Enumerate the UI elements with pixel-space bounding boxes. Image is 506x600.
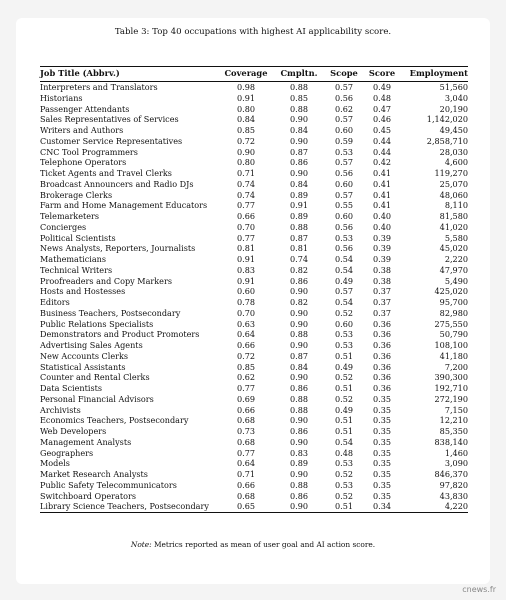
column-header-job-title: Job Title (Abbrv.) (40, 67, 218, 82)
employment-cell: 4,220 (400, 501, 468, 512)
table-row (40, 82, 468, 93)
scope-cell: 0.56 (334, 92, 354, 103)
coverage-cell: 0.74 (236, 178, 256, 189)
scope-cell: 0.56 (334, 168, 354, 178)
coverage-cell: 0.69 (236, 393, 256, 404)
completion-cell: 0.85 (289, 92, 309, 103)
employment-cell: 838,140 (434, 436, 468, 447)
scope-cell: 0.49 (334, 404, 354, 415)
scope-cell: 0.51 (324, 501, 364, 512)
score-cell: 0.36 (372, 318, 392, 329)
job-title-cell: Passenger Attendants (40, 103, 130, 114)
score-cell: 0.44 (372, 135, 392, 146)
table-caption: Table 3: Top 40 occupations with highest AI applicability score. (114, 27, 392, 37)
table-note (0, 540, 506, 549)
table-row (40, 308, 468, 319)
employment-cell: 390,300 (434, 372, 468, 383)
column-header-completion: Cmpltn. (274, 67, 324, 82)
scope-cell: 0.53 (334, 458, 354, 469)
table-body (40, 82, 468, 513)
completion-cell: 0.90 (289, 307, 309, 318)
column-header-employment: Employment (400, 67, 468, 82)
job-title-cell: Counter and Rental Clerks (40, 372, 150, 383)
table-row (40, 340, 468, 351)
scope-cell: 0.49 (334, 361, 354, 372)
completion-cell: 0.82 (289, 264, 309, 275)
completion-cell: 0.86 (289, 157, 309, 168)
scope-cell: 0.52 (334, 469, 354, 479)
employment-cell: 108,100 (434, 340, 468, 350)
employment-cell: 28,030 (439, 146, 468, 157)
employment-cell: 5,490 (444, 275, 468, 286)
score-cell: 0.36 (372, 340, 392, 350)
completion-cell: 0.90 (289, 168, 309, 178)
scope-cell: 0.60 (334, 318, 354, 329)
occupations-table (40, 66, 468, 513)
job-title-cell: Hosts and Hostesses (40, 286, 126, 297)
scope-cell: 0.60 (334, 178, 354, 189)
coverage-cell: 0.77 (236, 232, 256, 243)
job-title-cell: Archivists (40, 404, 81, 415)
job-title-cell: Data Scientists (40, 383, 103, 393)
coverage-cell: 0.63 (236, 318, 256, 329)
job-title-cell: Ticket Agents and Travel Clerks (40, 168, 172, 178)
scope-cell: 0.60 (334, 125, 354, 135)
score-cell: 0.49 (372, 82, 392, 92)
coverage-cell: 0.72 (236, 350, 256, 361)
job-title-cell: Geographers (40, 447, 94, 458)
scope-cell: 0.52 (334, 393, 354, 404)
table-row (40, 286, 468, 297)
scope-cell: 0.51 (334, 383, 354, 393)
coverage-cell: 0.78 (236, 297, 256, 307)
score-cell: 0.37 (372, 307, 392, 318)
coverage-cell: 0.68 (236, 415, 256, 426)
employment-cell: 275,550 (434, 318, 468, 329)
completion-cell: 0.91 (289, 200, 309, 211)
job-title-cell: CNC Tool Programmers (40, 146, 138, 157)
employment-cell: 47,970 (439, 264, 468, 275)
job-title-cell: Telemarketers (40, 211, 100, 221)
coverage-cell: 0.62 (236, 372, 256, 383)
table-row (40, 168, 468, 179)
employment-cell: 95,700 (439, 297, 468, 307)
scope-cell: 0.51 (334, 415, 354, 426)
coverage-cell: 0.66 (236, 211, 256, 221)
coverage-cell: 0.66 (236, 479, 256, 490)
table-row (40, 104, 468, 115)
employment-cell: 1,460 (444, 447, 468, 458)
job-title-cell: Editors (40, 297, 70, 307)
score-cell: 0.41 (372, 200, 392, 211)
table-row (40, 405, 468, 416)
score-cell: 0.39 (372, 232, 392, 243)
scope-cell: 0.57 (334, 82, 354, 92)
completion-cell: 0.88 (289, 393, 309, 404)
scope-cell: 0.60 (334, 211, 354, 221)
coverage-cell: 0.72 (236, 135, 256, 146)
job-title-cell: Public Relations Specialists (40, 318, 154, 329)
table-row (40, 491, 468, 502)
table-row (40, 394, 468, 405)
completion-cell: 0.90 (289, 286, 309, 297)
job-title-cell: Broadcast Announcers and Radio DJs (40, 178, 194, 189)
employment-cell: 97,820 (439, 479, 468, 490)
table-row (40, 319, 468, 330)
employment-cell: 12,210 (439, 415, 468, 426)
table-row (40, 372, 468, 383)
employment-cell: 1,142,020 (426, 114, 468, 125)
score-cell: 0.42 (372, 157, 392, 168)
job-title-cell: New Accounts Clerks (40, 350, 129, 361)
employment-cell: 82,980 (439, 307, 468, 318)
job-title-cell: Switchboard Operators (40, 490, 137, 501)
table-row (40, 233, 468, 244)
scope-cell: 0.55 (334, 200, 354, 211)
table-row (40, 415, 468, 426)
employment-cell: 50,790 (439, 329, 468, 340)
employment-cell: 85,350 (439, 426, 468, 436)
table-header-row (40, 67, 468, 82)
scope-cell: 0.49 (334, 275, 354, 286)
coverage-cell: 0.81 (236, 243, 256, 254)
scope-cell: 0.51 (334, 350, 354, 361)
completion-cell: 0.86 (289, 490, 309, 501)
employment-cell: 81,580 (439, 211, 468, 221)
table-row (40, 114, 468, 125)
table-row (40, 469, 468, 480)
column-header-scope: Scope (324, 67, 364, 82)
table-row (40, 329, 468, 340)
scope-cell: 0.52 (334, 490, 354, 501)
coverage-cell: 0.85 (236, 361, 256, 372)
job-title-cell: Customer Service Representatives (40, 135, 183, 146)
job-title-cell: Public Safety Telecommunicators (40, 479, 177, 490)
table-row (40, 222, 468, 233)
score-cell: 0.44 (372, 146, 392, 157)
scope-cell: 0.51 (334, 426, 354, 436)
scope-cell: 0.53 (334, 146, 354, 157)
note-label: Note: (130, 540, 152, 549)
job-title-cell: Statistical Assistants (40, 361, 126, 372)
coverage-cell: 0.68 (236, 490, 256, 501)
table-row (40, 93, 468, 104)
coverage-cell: 0.80 (236, 157, 256, 168)
score-cell: 0.37 (372, 297, 392, 307)
completion-cell: 0.90 (274, 501, 324, 512)
job-title-cell: Personal Financial Advisors (40, 393, 154, 404)
completion-cell: 0.87 (289, 350, 309, 361)
table-row (40, 276, 468, 287)
scope-cell: 0.56 (334, 221, 354, 232)
table-row (40, 190, 468, 201)
coverage-cell: 0.85 (236, 125, 256, 135)
scope-cell: 0.52 (334, 372, 354, 383)
score-cell: 0.46 (372, 114, 392, 125)
score-cell: 0.48 (372, 92, 392, 103)
table-row (40, 157, 468, 168)
completion-cell: 0.83 (289, 447, 309, 458)
table-row (40, 179, 468, 190)
completion-cell: 0.82 (289, 297, 309, 307)
coverage-cell: 0.77 (236, 447, 256, 458)
score-cell: 0.41 (372, 189, 392, 200)
table-row (40, 448, 468, 459)
employment-cell: 41,180 (439, 350, 468, 361)
employment-cell: 48,060 (439, 189, 468, 200)
job-title-cell: Economics Teachers, Postsecondary (40, 415, 189, 426)
employment-cell: 192,710 (434, 383, 468, 393)
table-row (40, 362, 468, 373)
employment-cell: 119,270 (434, 168, 468, 178)
job-title-cell: Demonstrators and Product Promoters (40, 329, 200, 340)
coverage-cell: 0.80 (236, 103, 256, 114)
employment-cell: 25,070 (439, 178, 468, 189)
table-row (40, 426, 468, 437)
completion-cell: 0.84 (289, 178, 309, 189)
column-header-score: Score (364, 67, 400, 82)
coverage-cell: 0.70 (236, 221, 256, 232)
scope-cell: 0.54 (334, 297, 354, 307)
score-cell: 0.35 (372, 393, 392, 404)
scope-cell: 0.54 (334, 264, 354, 275)
completion-cell: 0.86 (289, 275, 309, 286)
coverage-cell: 0.91 (236, 275, 256, 286)
completion-cell: 0.88 (289, 82, 309, 92)
score-cell: 0.36 (372, 350, 392, 361)
coverage-cell: 0.64 (236, 458, 256, 469)
coverage-cell: 0.71 (236, 469, 256, 479)
job-title-cell: Writers and Authors (40, 125, 124, 135)
score-cell: 0.40 (372, 211, 392, 221)
score-cell: 0.35 (372, 436, 392, 447)
score-cell: 0.36 (372, 361, 392, 372)
scope-cell: 0.57 (334, 286, 354, 297)
score-cell: 0.34 (364, 501, 400, 512)
table-row (40, 297, 468, 308)
employment-cell: 7,150 (444, 404, 468, 415)
employment-cell: 4,600 (444, 157, 468, 168)
employment-cell: 49,450 (439, 125, 468, 135)
coverage-cell: 0.65 (218, 501, 274, 512)
scope-cell: 0.57 (334, 157, 354, 168)
coverage-cell: 0.71 (236, 168, 256, 178)
employment-cell: 2,220 (444, 254, 468, 264)
completion-cell: 0.88 (289, 404, 309, 415)
score-cell: 0.35 (372, 479, 392, 490)
score-cell: 0.35 (372, 469, 392, 479)
table-row (40, 243, 468, 254)
employment-cell: 846,370 (434, 469, 468, 479)
coverage-cell: 0.74 (236, 189, 256, 200)
job-title-cell: News Analysts, Reporters, Journalists (40, 243, 196, 254)
coverage-cell: 0.60 (236, 286, 256, 297)
score-cell: 0.35 (372, 426, 392, 436)
completion-cell: 0.84 (289, 125, 309, 135)
coverage-cell: 0.98 (236, 82, 256, 92)
job-title-cell: Historians (40, 92, 83, 103)
column-header-coverage: Coverage (218, 67, 274, 82)
job-title-cell: Brokerage Clerks (40, 189, 113, 200)
job-title-cell: Concierges (40, 221, 87, 232)
scope-cell: 0.56 (334, 243, 354, 254)
score-cell: 0.35 (372, 404, 392, 415)
completion-cell: 0.86 (289, 383, 309, 393)
scope-cell: 0.53 (334, 329, 354, 340)
completion-cell: 0.88 (289, 103, 309, 114)
table-row (40, 265, 468, 276)
job-title-cell: Management Analysts (40, 436, 132, 447)
job-title-cell: Farm and Home Management Educators (40, 200, 208, 211)
coverage-cell: 0.84 (236, 114, 256, 125)
completion-cell: 0.88 (289, 479, 309, 490)
scope-cell: 0.53 (334, 340, 354, 350)
completion-cell: 0.90 (289, 372, 309, 383)
score-cell: 0.35 (372, 458, 392, 469)
score-cell: 0.36 (372, 329, 392, 340)
employment-cell: 3,090 (444, 458, 468, 469)
completion-cell: 0.90 (289, 415, 309, 426)
site-watermark: cnews.fr (462, 585, 496, 594)
employment-cell: 425,020 (434, 286, 468, 297)
table-row (40, 351, 468, 362)
job-title-cell: Library Science Teachers, Postsecondary (40, 501, 218, 512)
job-title-cell: Mathematicians (40, 254, 107, 264)
job-title-cell: Political Scientists (40, 232, 116, 243)
coverage-cell: 0.90 (236, 146, 256, 157)
employment-cell: 51,560 (439, 82, 468, 92)
completion-cell: 0.89 (289, 211, 309, 221)
table-row (40, 458, 468, 469)
score-cell: 0.35 (372, 490, 392, 501)
completion-cell: 0.90 (289, 135, 309, 146)
employment-cell: 7,200 (444, 361, 468, 372)
employment-cell: 43,830 (439, 490, 468, 501)
coverage-cell: 0.91 (236, 254, 256, 264)
employment-cell: 8,110 (444, 200, 468, 211)
score-cell: 0.39 (372, 254, 392, 264)
score-cell: 0.39 (372, 243, 392, 254)
score-cell: 0.35 (372, 415, 392, 426)
job-title-cell: Interpreters and Translators (40, 82, 158, 92)
score-cell: 0.36 (372, 383, 392, 393)
job-title-cell: Sales Representatives of Services (40, 114, 179, 125)
scope-cell: 0.54 (334, 254, 354, 264)
completion-cell: 0.88 (289, 221, 309, 232)
employment-cell: 272,190 (434, 393, 468, 404)
scope-cell: 0.53 (334, 232, 354, 243)
table-row (40, 437, 468, 448)
scope-cell: 0.57 (334, 114, 354, 125)
completion-cell: 0.74 (289, 254, 309, 264)
employment-cell: 41,020 (439, 221, 468, 232)
employment-cell: 20,190 (439, 103, 468, 114)
job-title-cell: Proofreaders and Copy Markers (40, 275, 172, 286)
scope-cell: 0.53 (334, 479, 354, 490)
completion-cell: 0.90 (289, 436, 309, 447)
score-cell: 0.35 (372, 447, 392, 458)
table-row (40, 501, 468, 512)
table-row (40, 480, 468, 491)
coverage-cell: 0.66 (236, 404, 256, 415)
coverage-cell: 0.64 (236, 329, 256, 340)
coverage-cell: 0.77 (236, 200, 256, 211)
completion-cell: 0.90 (289, 318, 309, 329)
coverage-cell: 0.83 (236, 264, 256, 275)
employment-cell: 3,040 (444, 92, 468, 103)
score-cell: 0.38 (372, 275, 392, 286)
scope-cell: 0.62 (334, 103, 354, 114)
completion-cell: 0.88 (289, 329, 309, 340)
score-cell: 0.45 (372, 125, 392, 135)
job-title-cell: Web Developers (40, 426, 107, 436)
score-cell: 0.38 (372, 264, 392, 275)
completion-cell: 0.90 (289, 340, 309, 350)
completion-cell: 0.89 (289, 458, 309, 469)
scope-cell: 0.57 (334, 189, 354, 200)
completion-cell: 0.89 (289, 189, 309, 200)
completion-cell: 0.81 (289, 243, 309, 254)
score-cell: 0.41 (372, 168, 392, 178)
job-title-cell: Telephone Operators (40, 157, 127, 168)
table-row (40, 254, 468, 265)
score-cell: 0.37 (372, 286, 392, 297)
coverage-cell: 0.68 (236, 436, 256, 447)
table-row (40, 200, 468, 211)
completion-cell: 0.87 (289, 146, 309, 157)
employment-cell: 5,580 (444, 232, 468, 243)
completion-cell: 0.87 (289, 232, 309, 243)
coverage-cell: 0.77 (236, 383, 256, 393)
job-title-cell: Business Teachers, Postsecondary (40, 307, 181, 318)
employment-cell: 2,858,710 (426, 135, 468, 146)
job-title-cell: Advertising Sales Agents (40, 340, 143, 350)
scope-cell: 0.59 (334, 135, 354, 146)
job-title-cell: Technical Writers (40, 264, 113, 275)
scope-cell: 0.52 (334, 307, 354, 318)
completion-cell: 0.86 (289, 426, 309, 436)
coverage-cell: 0.66 (236, 340, 256, 350)
job-title-cell: Market Research Analysts (40, 469, 148, 479)
score-cell: 0.40 (372, 221, 392, 232)
employment-cell: 45,020 (439, 243, 468, 254)
note-text: Metrics reported as mean of user goal and AI action score. (153, 540, 376, 549)
score-cell: 0.47 (372, 103, 392, 114)
coverage-cell: 0.73 (236, 426, 256, 436)
table-row (40, 125, 468, 136)
table-row (40, 147, 468, 158)
completion-cell: 0.84 (289, 361, 309, 372)
table-row (40, 211, 468, 222)
completion-cell: 0.90 (289, 469, 309, 479)
table-row (40, 136, 468, 147)
job-title-cell: Models (40, 458, 70, 469)
score-cell: 0.41 (372, 178, 392, 189)
scope-cell: 0.48 (334, 447, 354, 458)
coverage-cell: 0.70 (236, 307, 256, 318)
score-cell: 0.36 (372, 372, 392, 383)
coverage-cell: 0.91 (236, 92, 256, 103)
table-row (40, 383, 468, 394)
scope-cell: 0.54 (334, 436, 354, 447)
completion-cell: 0.90 (289, 114, 309, 125)
